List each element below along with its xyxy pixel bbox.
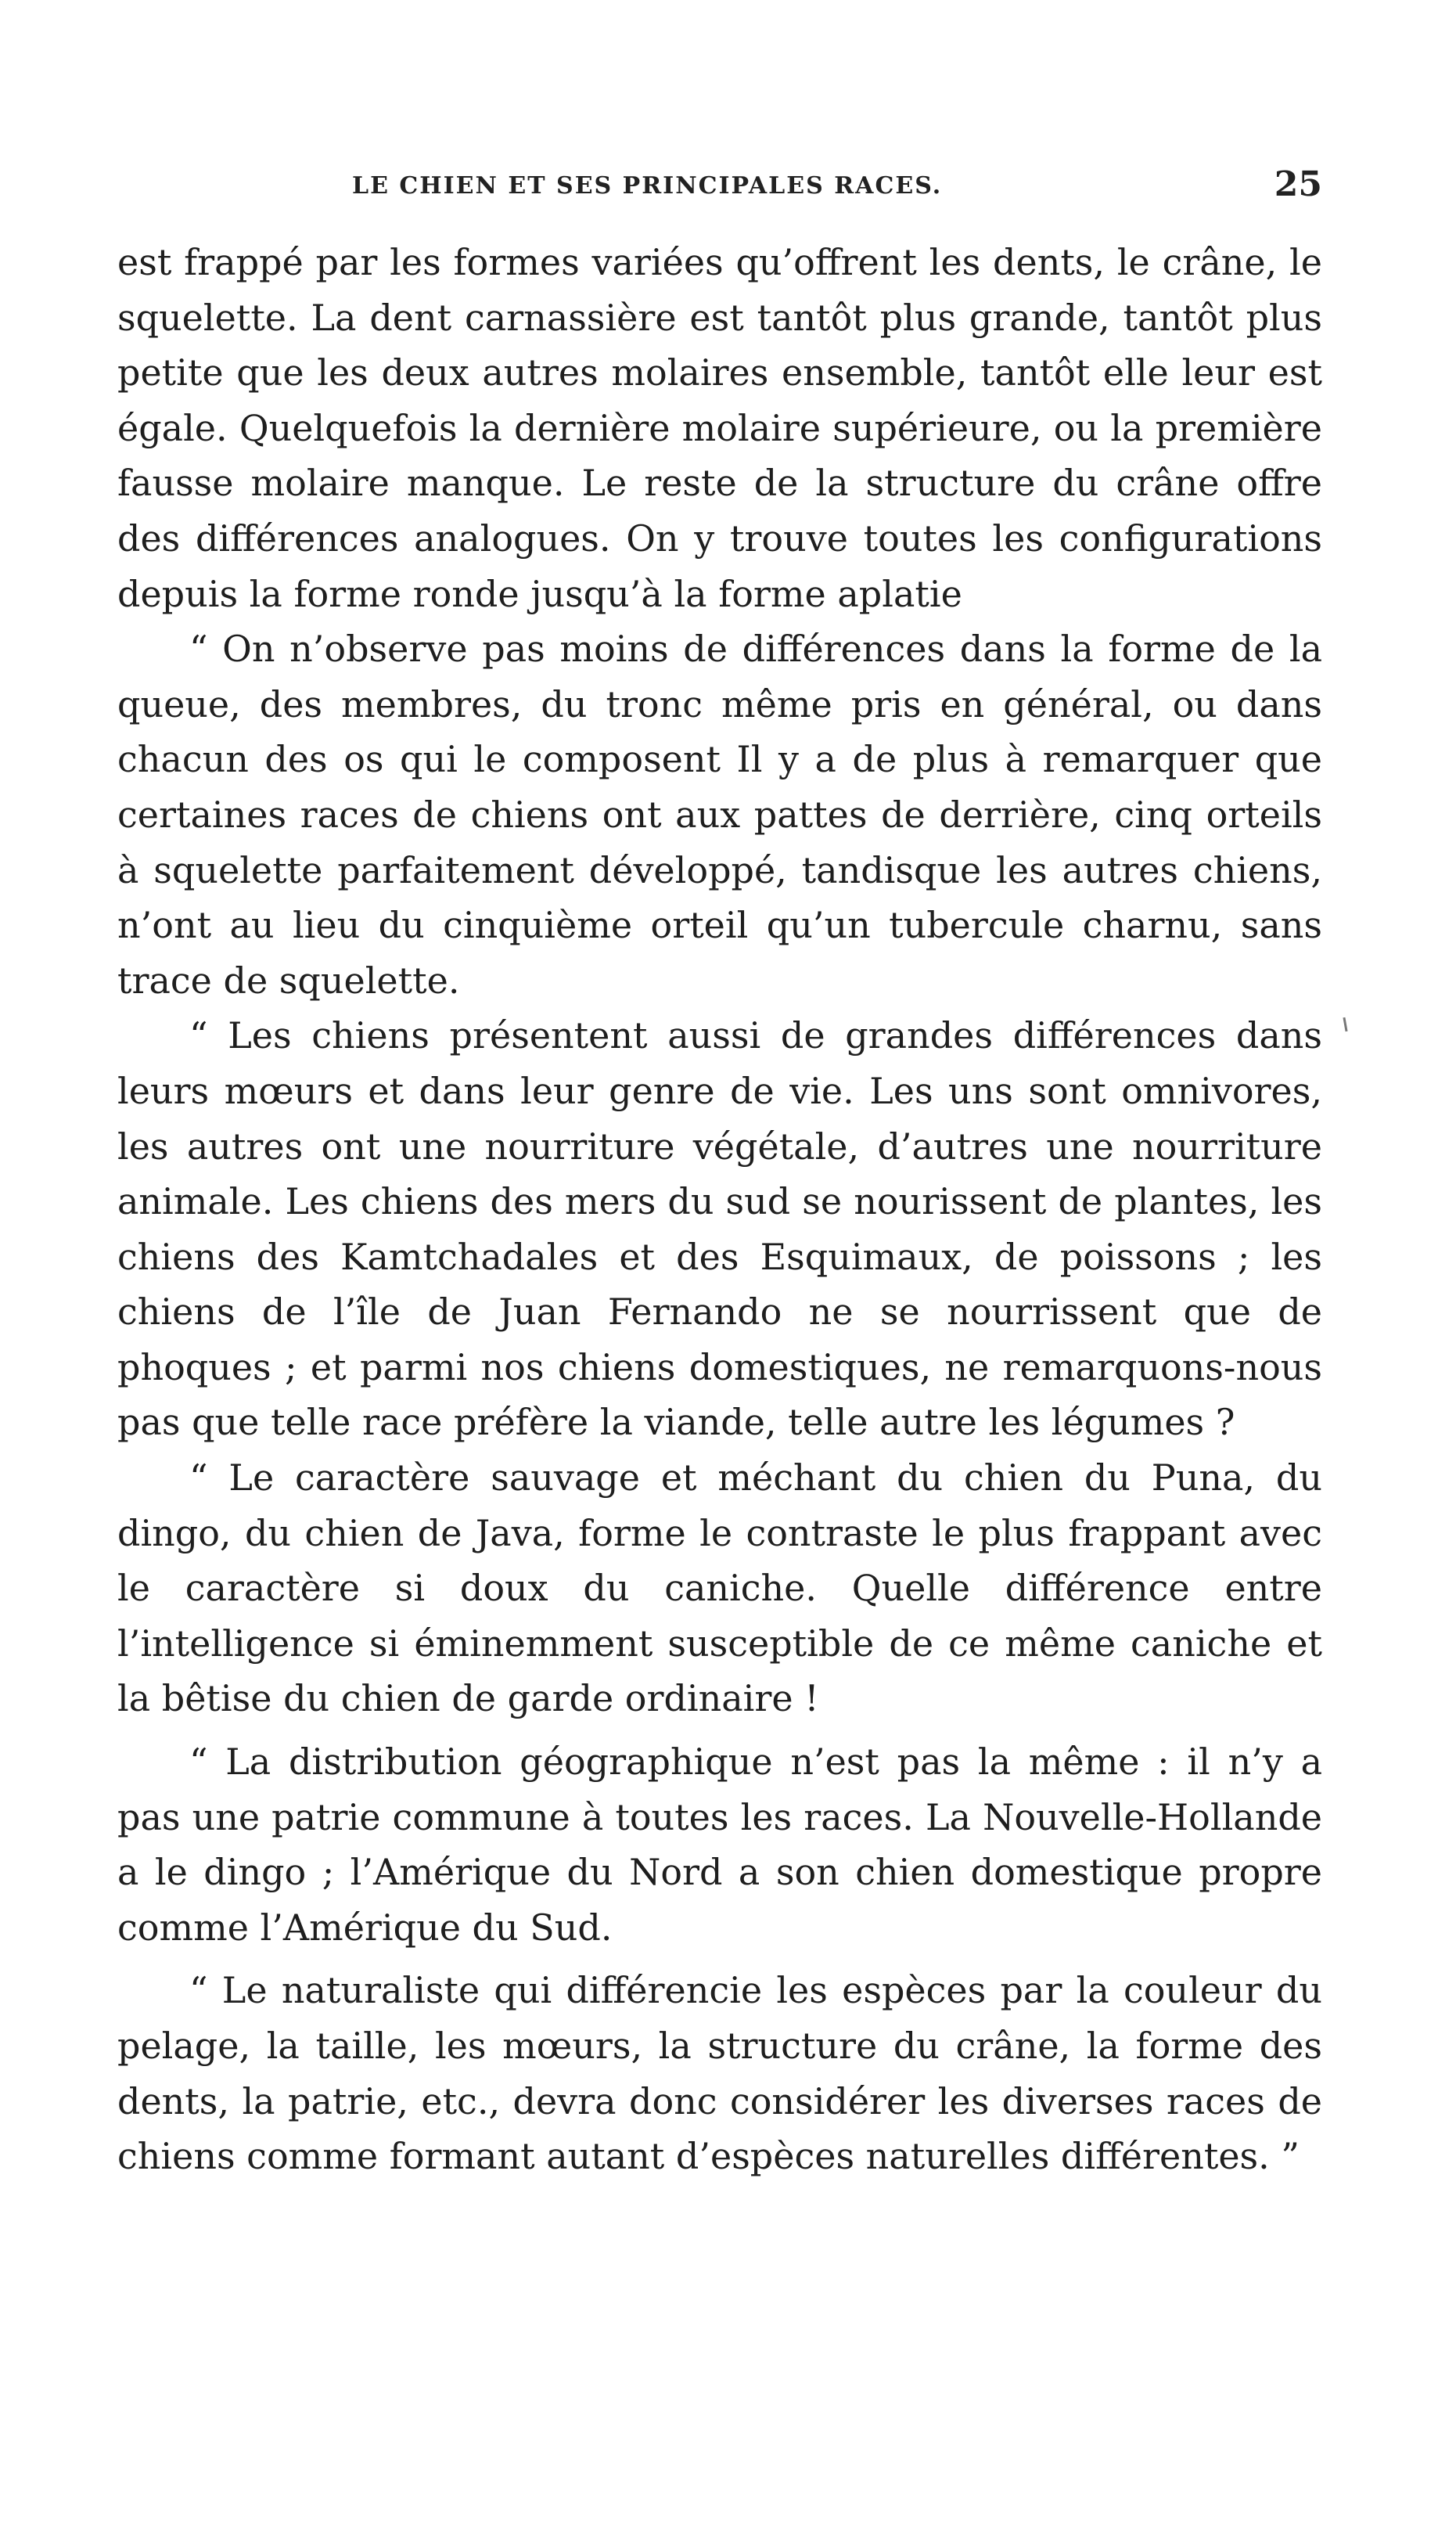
paragraph-distribution: “ La distribution géographique n’est pas la même : il n’y a pas une patrie commune à toutes les races. La Nouvelle-Hollande a le dingo ; l’Amérique du Nord a son chien domestique propre comme l’Amérique du Sud. xyxy=(117,1741,1322,1949)
paragraph-moeurs: “ Les chiens présentent aussi de grandes différences dans leurs mœurs et dans leur genre de vie. Les uns sont omnivores, les autres ont une nourriture végétale, d’autres une nourriture animale. Les chiens des mers du sud se nourissent de plantes, les chiens des Kamtchadales et des Esquimaux, de poissons ; les chiens de l’île de Juan Fernando ne se nourrissent que de phoques ; et parmi nos chiens domestiques, ne remarquons-nous pas que telle race préfère la viande, telle autre les légumes ? xyxy=(117,1014,1322,1444)
paragraph-queue-membres: “ On n’observe pas moins de différences dans la forme de la queue, des membres, du tronc même pris en général, ou dans chacun des os qui le composent Il y a de plus à remarquer que certaines races de chiens ont aux pattes de derrière, cinq orteils à squelette parfaitement développé, tandisque les autres chiens, n’ont au lieu du cinquième orteil qu’un tubercule charnu, sans trace de squelette. xyxy=(117,628,1322,1002)
paragraph-caractere: “ Le caractère sauvage et méchant du chien du Puna, du dingo, du chien de Java, forme le contraste le plus frappant avec le caractère si doux du caniche. Quelle différence entre l’intelligence si éminemment susceptible de ce même caniche et la bêtise du chien de garde ordinaire ! xyxy=(117,1456,1322,1720)
paragraph-continuation: est frappé par les formes variées qu’offrent les dents, le crâne, le squelette. La dent carnassière est tantôt plus grande, tantôt plus petite que les deux autres molaires ensemble, tantôt elle leur est égale. Quelquefois la dernière molaire supérieure, ou la première fausse molaire manque. Le reste de la structure du crâne offre des différences analogues. On y trouve toutes les configurations depuis la forme ronde jusqu’à la forme aplatie xyxy=(117,241,1322,615)
paragraph-naturaliste: “ Le naturaliste qui différencie les espèces par la couleur du pelage, la taille, les mœurs, la structure du crâne, la forme des dents, la patrie, etc., devra donc considérer les diverses races de chiens comme formant autant d’espèces naturelles différentes. ” xyxy=(117,1969,1322,2178)
margin-mark xyxy=(1343,1017,1347,1031)
page-number: 25 xyxy=(1274,164,1322,204)
running-title: LE CHIEN ET SES PRINCIPALES RACES. xyxy=(352,172,943,200)
body-text xyxy=(117,235,1322,2184)
running-header xyxy=(117,164,1322,218)
